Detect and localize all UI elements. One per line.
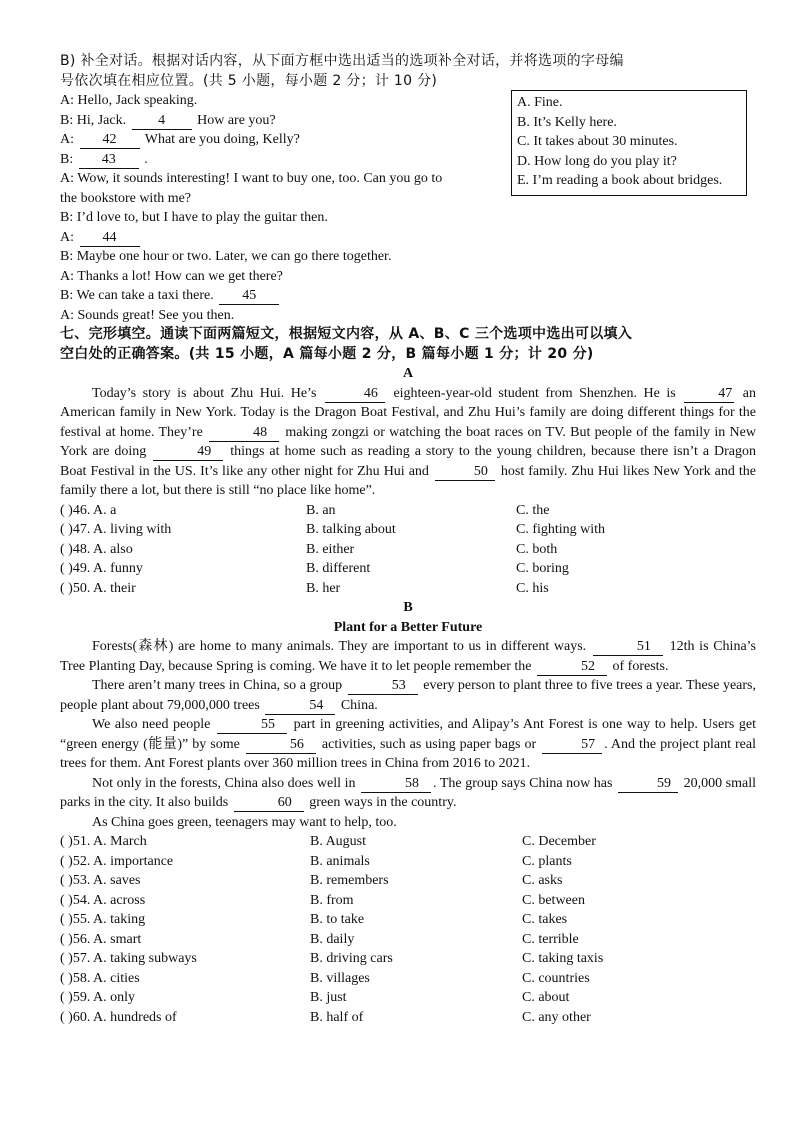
question-row[interactable]: ( )46. A. a B. an C. the bbox=[60, 502, 550, 518]
question-row[interactable]: ( )47. A. living with B. talking about C. fighting with bbox=[60, 522, 606, 537]
question-row[interactable]: ( )55. A. taking B. to take C. takes bbox=[60, 912, 568, 927]
answer-blank[interactable]: 45 bbox=[219, 288, 279, 305]
dialogue-line: B: Maybe one hour or two. Later, we can go there together. bbox=[60, 249, 392, 264]
passage-b-title: Plant for a Better Future bbox=[333, 619, 483, 635]
exam-page bbox=[60, 52, 756, 1027]
question-row[interactable]: ( )49. A. funny B. different C. boring bbox=[60, 561, 569, 576]
cloze-blank[interactable]: 46 bbox=[325, 386, 385, 403]
dialogue-line: B: I’d love to, but I have to play the guitar then. bbox=[60, 210, 328, 225]
question-row[interactable]: ( )57. A. taking subways B. driving cars C. taking taxis bbox=[60, 951, 604, 966]
option-d: D. How long do you play it? bbox=[517, 153, 677, 169]
question-row[interactable]: ( )50. A. their B. her C. his bbox=[60, 580, 549, 596]
dialogue-line: B: 43 . bbox=[60, 151, 148, 167]
dialogue-line: A: 44 bbox=[60, 228, 510, 248]
section-7-heading-line1: 七、完形填空。通读下面两篇短文，根据短文内容，从 A、B、C 三个选项中选出可以填入 bbox=[60, 326, 633, 342]
question-row[interactable]: ( )51. A. March B. August C. December bbox=[60, 834, 596, 849]
section-b-heading-line2: 号依次填在相应位置。(共 5 小题，每小题 2 分；计 10 分) bbox=[60, 72, 438, 89]
passage-a-text: Today’s story is about Zhu Hui. He’s 46 eighteen-year-old student from Shenzhen. He is 47 an American family in New York. Today is the Dragon Boat Festival, and Zhu Hui’s family are doing different things for the festival at home. They’re 48 making zongzi or watching the boat races on TV. But people of the family in New York are doing 49 things at home such as reading a story to the young children, because there isn’t a Dragon Boat Festival in the US. It’s like any other night for Zhu Hui and 50 host family. Zhu Hui likes New York and the family there a lot, but there is still “no place like home”. bbox=[60, 385, 756, 498]
option-b: B. It’s Kelly here. bbox=[517, 114, 617, 130]
option-e: E. I’m reading a book about bridges. bbox=[517, 173, 723, 188]
question-row[interactable]: ( )53. A. saves B. remembers C. asks bbox=[60, 873, 563, 888]
cloze-blank[interactable]: 47 bbox=[684, 386, 734, 403]
cloze-blank[interactable]: 49 bbox=[153, 444, 223, 461]
section-7-heading-line2: 空白处的正确答案。(共 15 小题，A 篇每小题 2 分，B 篇每小题 1 分；计 20 分) bbox=[60, 345, 594, 362]
dialogue-line: A: Hello, Jack speaking. bbox=[60, 93, 198, 108]
passage-b-paragraph-2: There aren’t many trees in China, so a group 53 every person to plant three to five trees a year. These years, people plant about 79,000,000 trees 54 China. bbox=[60, 678, 757, 713]
cloze-blank[interactable]: 54 bbox=[265, 698, 335, 715]
cloze-blank[interactable]: 57 bbox=[542, 737, 602, 754]
cloze-blank[interactable]: 56 bbox=[246, 737, 316, 754]
passage-b-paragraph-5: As China goes green, teenagers may want to help, too. bbox=[92, 814, 397, 830]
question-row[interactable]: ( )54. A. across B. from C. between bbox=[60, 892, 585, 908]
dialogue bbox=[60, 91, 510, 325]
option-a: A. Fine. bbox=[517, 95, 563, 110]
option-c: C. It takes about 30 minutes. bbox=[517, 134, 678, 149]
cloze-blank[interactable]: 48 bbox=[209, 425, 279, 442]
cloze-blank[interactable]: 60 bbox=[234, 795, 304, 812]
dialogue-line: A: Thanks a lot! How can we get there? bbox=[60, 268, 283, 284]
passage-b-paragraph-3: We also need people 55 part in greening activities, and Alipay’s Ant Forest is one way to help. Users get “green energy (能量)” by some 56 activities, such as using paper bags or 57 . And the project plant real trees for them. Ant Forest plants over 360 million trees in China from 2016 to 2021. bbox=[60, 717, 757, 771]
passage-a-label: A bbox=[402, 366, 414, 381]
passage-a-choices bbox=[60, 501, 756, 599]
question-row[interactable]: ( )59. A. only B. just C. about bbox=[60, 990, 570, 1005]
dialogue-line: B: Hi, Jack. 4 How are you? bbox=[60, 112, 276, 128]
cloze-blank[interactable]: 59 bbox=[618, 776, 678, 793]
question-row[interactable]: ( )52. A. importance B. animals C. plants bbox=[60, 853, 572, 869]
passage-b-label: B bbox=[403, 600, 413, 615]
dialogue-line: A: 42 What are you doing, Kelly? bbox=[60, 132, 300, 147]
answer-blank[interactable]: 43 bbox=[79, 152, 139, 169]
question-row[interactable]: ( )60. A. hundreds of B. half of C. any other bbox=[60, 1009, 591, 1025]
dialogue-line: A: Wow, it sounds interesting! I want to buy one, too. Can you go to bbox=[60, 171, 443, 186]
passage-b-choices bbox=[60, 832, 756, 1027]
question-row[interactable]: ( )58. A. cities B. villages C. countries bbox=[60, 970, 590, 986]
answer-blank[interactable]: 44 bbox=[80, 230, 140, 247]
passage-b-paragraph-4: Not only in the forests, China also does well in 58 . The group says China now has 59 20,000 small parks in the city. It also builds 60 green ways in the country. bbox=[60, 775, 756, 810]
section-b-heading-line1: B) 补全对话。根据对话内容，从下面方框中选出适当的选项补全对话，并将选项的字母编 bbox=[60, 53, 624, 69]
dialogue-line: A: Sounds great! See you then. bbox=[60, 307, 235, 323]
cloze-blank[interactable]: 52 bbox=[537, 659, 607, 676]
dialogue-line: the bookstore with me? bbox=[60, 190, 192, 206]
question-row[interactable]: ( )48. A. also B. either C. both bbox=[60, 541, 558, 557]
options-box bbox=[511, 90, 747, 196]
passage-b-paragraph-1: Forests(森林) are home to many animals. They are important to us in different ways. 51 12th is China’s Tree Planting Day, because Spring is coming. We have it to let people remember the 52 of forests. bbox=[60, 639, 756, 674]
cloze-blank[interactable]: 53 bbox=[348, 678, 418, 695]
answer-blank[interactable]: 4 bbox=[132, 113, 192, 130]
cloze-blank[interactable]: 58 bbox=[361, 776, 431, 793]
dialogue-line: B: We can take a taxi there. 45 bbox=[60, 286, 510, 306]
cloze-blank[interactable]: 51 bbox=[593, 639, 663, 656]
answer-blank[interactable]: 42 bbox=[80, 132, 140, 149]
cloze-blank[interactable]: 55 bbox=[217, 717, 287, 734]
cloze-blank[interactable]: 50 bbox=[435, 464, 495, 481]
question-row[interactable]: ( )56. A. smart B. daily C. terrible bbox=[60, 931, 579, 947]
